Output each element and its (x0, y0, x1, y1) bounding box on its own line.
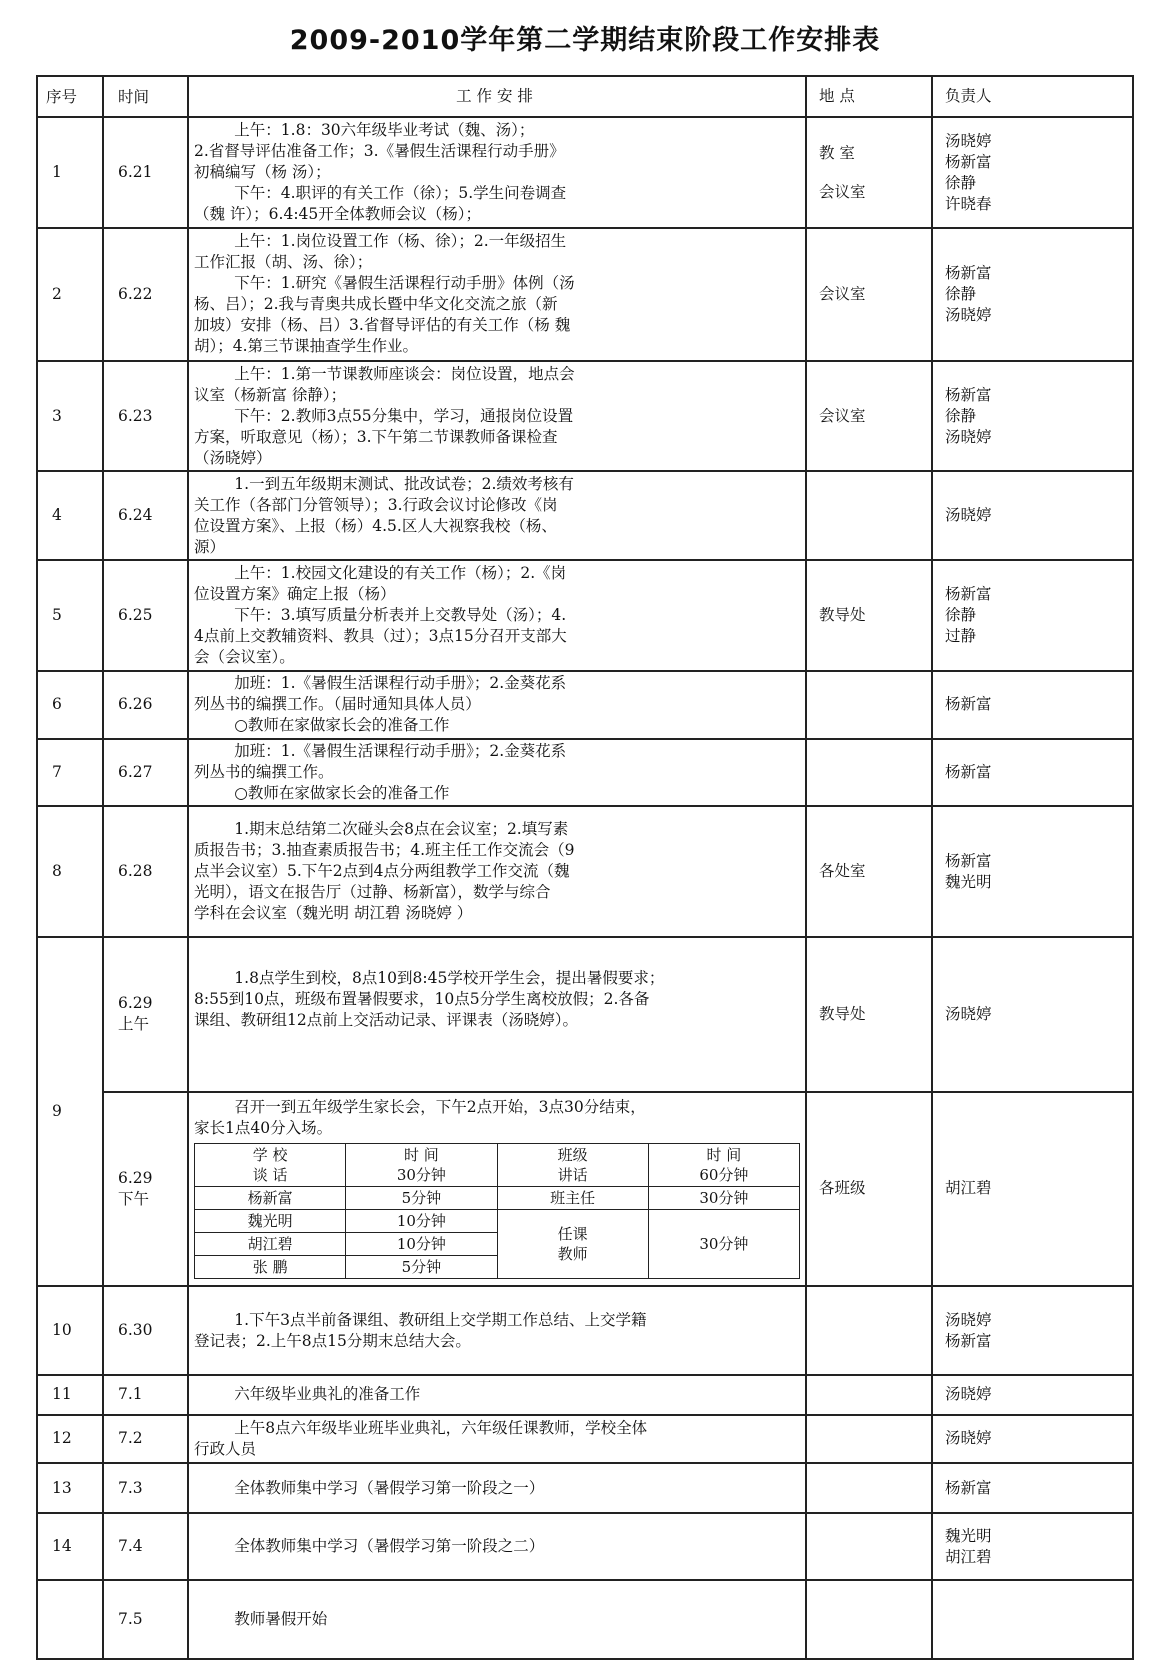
task-line: 方案，听取意见（杨）；3.下午第二节课教师备课检查 (194, 427, 558, 446)
talk-cell-line: 教师 (557, 1244, 588, 1263)
row-place (806, 1375, 932, 1414)
resp-line: 汤晓婷 (945, 305, 992, 324)
talk-header-row (195, 1143, 800, 1186)
table-row (37, 806, 1133, 937)
row-place (806, 1286, 932, 1375)
row-task (188, 739, 806, 806)
row-resp (932, 1286, 1133, 1375)
row-resp (932, 471, 1133, 560)
place-line: 各处室 (819, 862, 866, 881)
task-line: 1.期末总结第二次碰头会8点在会议室；2.填写素 (234, 820, 569, 839)
resp-line: 汤晓婷 (945, 1385, 992, 1404)
row-task (188, 1092, 806, 1287)
row-resp (932, 1415, 1133, 1464)
row-date: 6.26 (103, 671, 188, 738)
row-resp (932, 806, 1133, 937)
table-row (37, 739, 1133, 806)
resp-line: 杨新富 (945, 1331, 992, 1350)
header-place: 地 点 (806, 76, 932, 117)
task-line: 初稿编写（杨 汤）； (194, 163, 331, 182)
row-resp (932, 560, 1133, 671)
resp-line: 汤晓婷 (945, 1310, 992, 1329)
task-line: 议室（杨新富 徐静）； (194, 385, 347, 404)
row-place: 教导处 (806, 937, 932, 1091)
place-line: 教 室 (819, 143, 855, 162)
task-line: ○教师在家做家长会的准备工作 (234, 783, 450, 802)
table-row (37, 1375, 1133, 1414)
resp-line: 徐静 (945, 284, 977, 303)
table-row (37, 560, 1133, 671)
resp-line: 胡江碧 (945, 1547, 992, 1566)
row-seq: 6 (37, 671, 103, 738)
task-line: 上午：1.8：30六年级毕业考试（魏、汤）； (234, 121, 535, 140)
talk-row (195, 1186, 800, 1209)
resp-line: 汤晓婷 (945, 427, 992, 446)
header-resp: 负责人 (932, 76, 1133, 117)
row-resp (932, 361, 1133, 472)
task-line: 会（会议室）。 (194, 648, 295, 667)
resp-line: 杨新富 (945, 263, 992, 282)
talk-cell: 10分钟 (346, 1209, 497, 1232)
talk-cell (346, 1143, 497, 1186)
date-line: 6.29 (118, 994, 153, 1013)
table-row (37, 1463, 1133, 1513)
row-seq: 11 (37, 1375, 103, 1414)
task-line: 下午：1.研究《暑假生活课程行动手册》体例（汤 (234, 274, 575, 293)
resp-line: 杨新富 (945, 851, 992, 870)
task-line: 上午：1.第一节课教师座谈会：岗位设置，地点会 (234, 364, 575, 383)
table-row (37, 361, 1133, 472)
header-task: 工 作 安 排 (188, 76, 806, 117)
talk-cell-line: 谈 话 (252, 1165, 288, 1184)
row-seq: 2 (37, 228, 103, 361)
row-date (103, 1092, 188, 1287)
resp-line: 杨新富 (945, 585, 992, 604)
header-time: 时间 (103, 76, 188, 117)
resp-line: 杨新富 (945, 152, 992, 171)
task-line: 登记表；2.上午8点15分期末总结大会。 (194, 1331, 471, 1350)
task-line: 位设置方案》、上报（杨）4.5.区人大视察我校（杨、 (194, 516, 557, 535)
row-task (188, 1415, 806, 1464)
task-line: 全体教师集中学习（暑假学习第一阶段之一） (234, 1478, 545, 1497)
row-seq: 9 (37, 937, 103, 1286)
resp-line: 徐静 (945, 173, 977, 192)
talk-cell: 30分钟 (648, 1209, 799, 1278)
talk-cell: 班主任 (497, 1186, 648, 1209)
row-seq: 12 (37, 1415, 103, 1464)
row-resp: 汤晓婷 (932, 937, 1133, 1091)
resp-line: 杨新富 (945, 695, 992, 714)
row-date: 6.21 (103, 117, 188, 228)
talk-cell (648, 1143, 799, 1186)
row-place (806, 806, 932, 937)
table-row (37, 1580, 1133, 1659)
header-row (37, 76, 1133, 117)
row-seq (37, 1580, 103, 1659)
row-date: 7.5 (103, 1580, 188, 1659)
row-task (188, 1286, 806, 1375)
task-line: 关工作（各部门分管领导）；3.行政会议讨论修改《岗 (194, 495, 558, 514)
row-place (806, 117, 932, 228)
talk-cell: 杨新富 (195, 1186, 346, 1209)
task-line: 点半会议室）5.下午2点到4点分两组教学工作交流（魏 (194, 862, 570, 881)
row-resp (932, 739, 1133, 806)
task-line: 下午：3.填写质量分析表并上交教导处（汤）；4. (234, 606, 567, 625)
task-line: 召开一到五年级学生家长会，下午2点开始，3点30分结束， (234, 1097, 646, 1116)
table-row (37, 471, 1133, 560)
row-resp (932, 671, 1133, 738)
task-line: ○教师在家做家长会的准备工作 (234, 716, 450, 735)
task-line: 杨、吕）；2.我与青奥共成长暨中华文化交流之旅（新 (194, 295, 558, 314)
row-task (188, 560, 806, 671)
date-line: 6.29 (118, 1168, 153, 1187)
page-title: 2009-2010学年第二学期结束阶段工作安排表 (289, 25, 881, 56)
talk-cell: 魏光明 (195, 1209, 346, 1232)
place-line: 会议室 (819, 406, 866, 425)
task-line: 课组、教研组12点前上交活动记录、评课表（汤晓婷）。 (194, 1011, 578, 1030)
row-resp (932, 1513, 1133, 1580)
table-row (37, 1415, 1133, 1464)
task-line: 2.省督导评估准备工作；3.《暑假生活课程行动手册》 (194, 142, 565, 161)
row-place (806, 560, 932, 671)
row-seq: 3 (37, 361, 103, 472)
row-date: 6.30 (103, 1286, 188, 1375)
resp-line: 许晓春 (945, 194, 992, 213)
task-line: 六年级毕业典礼的准备工作 (234, 1385, 421, 1404)
row-date: 7.1 (103, 1375, 188, 1414)
row-date: 6.24 (103, 471, 188, 560)
table-row (37, 228, 1133, 361)
task-line: 工作汇报（胡、汤、徐）； (194, 253, 373, 272)
task-line: 质报告书；3.抽查素质报告书；4.班主任工作交流会（9 (194, 841, 575, 860)
row-date: 7.4 (103, 1513, 188, 1580)
task-line: （魏 许）；6.4:45开全体教师会议（杨）； (194, 205, 482, 224)
header-seq: 序号 (37, 76, 103, 117)
row-task (188, 1463, 806, 1513)
place-line: 会议室 (819, 284, 866, 303)
row-place (806, 1580, 932, 1659)
row-date: 6.22 (103, 228, 188, 361)
talk-cell-line: 60分钟 (699, 1165, 749, 1184)
talk-cell-line: 学 校 (252, 1145, 288, 1164)
row-date: 6.25 (103, 560, 188, 671)
row-task (188, 228, 806, 361)
resp-line: 汤晓婷 (945, 131, 992, 150)
task-line: 光明），语文在报告厅（过静、杨新富），数学与综合 (194, 883, 551, 902)
task-line: 胡）；4.第三节课抽查学生作业。 (194, 337, 419, 356)
talk-cell-line: 班级 (557, 1145, 588, 1164)
resp-line: 过静 (945, 627, 977, 646)
table-row-9-pm (37, 1092, 1133, 1287)
resp-line: 杨新富 (945, 1478, 992, 1497)
resp-line: 魏光明 (945, 872, 992, 891)
talk-cell-line: 30分钟 (396, 1165, 446, 1184)
row-date: 6.28 (103, 806, 188, 937)
row-date: 6.23 (103, 361, 188, 472)
talk-cell: 5分钟 (346, 1186, 497, 1209)
row-resp: 胡江碧 (932, 1092, 1133, 1287)
row-resp (932, 117, 1133, 228)
task-line: 列丛书的编撰工作。（届时通知具体人员） (194, 695, 481, 714)
row-place (806, 739, 932, 806)
row-task (188, 1375, 806, 1414)
task-line: 加班：1.《暑假生活课程行动手册》；2.金葵花系 (234, 741, 567, 760)
resp-line: 汤晓婷 (945, 1429, 992, 1448)
task-line: 1.下午3点半前备课组、教研组上交学期工作总结、上交学籍 (234, 1310, 647, 1329)
row-seq: 1 (37, 117, 103, 228)
task-line: 上午：1.校园文化建设的有关工作（杨）；2.《岗 (234, 564, 567, 583)
talk-cell (195, 1143, 346, 1186)
row-place (806, 1415, 932, 1464)
table-row (37, 117, 1133, 228)
row-task (188, 937, 806, 1091)
row-date: 7.2 (103, 1415, 188, 1464)
row-task (188, 671, 806, 738)
task-line: 1.一到五年级期末测试、批改试卷；2.绩效考核有 (234, 474, 574, 493)
task-line: 加坡）安排（杨、吕）3.省督导评估的有关工作（杨 魏 (194, 316, 571, 335)
task-line: 加班：1.《暑假生活课程行动手册》；2.金葵花系 (234, 674, 567, 693)
task-line: 源） (194, 537, 226, 556)
resp-line: 杨新富 (945, 385, 992, 404)
task-line: （汤晓婷） (194, 448, 272, 467)
talk-cell (497, 1143, 648, 1186)
task-line: 上午：1.岗位设置工作（杨、徐）；2.一年级招生 (234, 232, 567, 251)
task-line: 位设置方案》确定上报（杨） (194, 585, 396, 604)
row-task (188, 471, 806, 560)
row-place: 各班级 (806, 1092, 932, 1287)
talk-cell-line: 讲话 (557, 1165, 588, 1184)
resp-line: 魏光明 (945, 1526, 992, 1545)
resp-line: 汤晓婷 (945, 506, 992, 525)
talk-cell: 5分钟 (346, 1255, 497, 1278)
row-date (103, 937, 188, 1091)
task-line: 学科在会议室（魏光明 胡江碧 汤晓婷 ） (194, 904, 473, 923)
row-place (806, 228, 932, 361)
resp-line: 杨新富 (945, 762, 992, 781)
row-task (188, 1580, 806, 1659)
row-place (806, 1513, 932, 1580)
place-line: 会议室 (819, 182, 866, 201)
talk-cell: 30分钟 (648, 1186, 799, 1209)
row-date: 6.27 (103, 739, 188, 806)
talk-cell: 胡江碧 (195, 1232, 346, 1255)
row-task (188, 806, 806, 937)
talk-cell-line: 时 间 (403, 1145, 439, 1164)
task-line: 4点前上交教辅资料、教具（过）；3点15分召开支部大 (194, 627, 567, 646)
schedule-table (36, 75, 1134, 1660)
task-line: 教师暑假开始 (234, 1610, 328, 1629)
row-resp (932, 228, 1133, 361)
talk-cell-line: 时 间 (706, 1145, 742, 1164)
resp-line: 徐静 (945, 606, 977, 625)
row-seq: 8 (37, 806, 103, 937)
row-place (806, 471, 932, 560)
task-line: 下午：4.职评的有关工作（徐）；5.学生问卷调查 (234, 184, 567, 203)
row-resp (932, 1580, 1133, 1659)
row-task (188, 117, 806, 228)
date-line: 下午 (118, 1189, 150, 1208)
table-row (37, 1286, 1133, 1375)
task-line: 全体教师集中学习（暑假学习第一阶段之二） (234, 1537, 545, 1556)
task-line: 行政人员 (194, 1439, 257, 1458)
talk-schedule-table (194, 1143, 800, 1279)
talk-cell-line: 任课 (557, 1224, 588, 1243)
talk-row (195, 1209, 800, 1232)
row-resp (932, 1375, 1133, 1414)
talk-cell: 10分钟 (346, 1232, 497, 1255)
row-place (806, 671, 932, 738)
row-seq: 13 (37, 1463, 103, 1513)
row-seq: 4 (37, 471, 103, 560)
task-line: 列丛书的编撰工作。 (194, 762, 334, 781)
row-seq: 5 (37, 560, 103, 671)
row-place (806, 1463, 932, 1513)
row-date: 7.3 (103, 1463, 188, 1513)
task-line: 上午8点六年级毕业班毕业典礼，六年级任课教师，学校全体 (234, 1418, 648, 1437)
row-seq: 10 (37, 1286, 103, 1375)
task-line: 家长1点40分入场。 (194, 1118, 333, 1137)
task-line: 下午：2.教师3点55分集中，学习，通报岗位设置 (234, 406, 574, 425)
row-task (188, 361, 806, 472)
place-line: 教导处 (819, 606, 866, 625)
table-row-9-am (37, 937, 1133, 1091)
talk-cell: 张 鹏 (195, 1255, 346, 1278)
date-line: 上午 (118, 1015, 150, 1034)
task-line: 8:55到10点，班级布置暑假要求，10点5分学生离校放假；2.各备 (194, 990, 650, 1009)
resp-line: 徐静 (945, 406, 977, 425)
row-resp (932, 1463, 1133, 1513)
row-task (188, 1513, 806, 1580)
table-row (37, 1513, 1133, 1580)
table-row (37, 671, 1133, 738)
row-seq: 14 (37, 1513, 103, 1580)
talk-cell (497, 1209, 648, 1278)
row-seq: 7 (37, 739, 103, 806)
task-line: 1.8点学生到校，8点10到8:45学校开学生会，提出暑假要求； (234, 969, 665, 988)
row-place (806, 361, 932, 472)
